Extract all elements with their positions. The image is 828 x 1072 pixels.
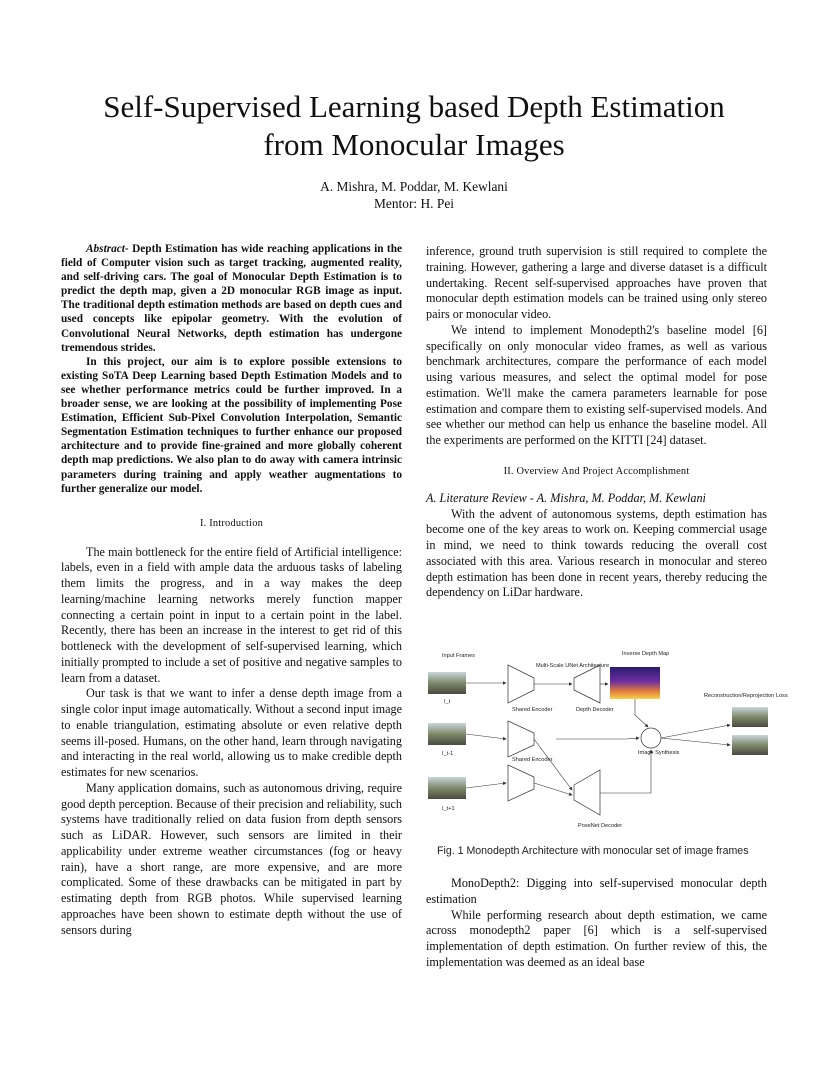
- abstract-paragraph-2: In this project, our aim is to explore possible extensions to existing SoTA Deep Learning based Depth Estimation Models and to see whether performance metrics could be further improved. In a broader sense, we are looking at the possibility of implementing Pose Estimation, Efficient Sub-Pixel Convolution Interpolation, Semantic Segmentation Estimation techniques to further enhance our proposed architecture and to provide fine-grained and more globally coherent depth map predictions. We also plan to do away with camera intrinsic parameters during training and apply weather augmentations to further generalize our model.: [61, 355, 402, 495]
- intro-paragraph-1: The main bottleneck for the entire field of Artificial intelligence: labels, even in a field with ample data the arduous tasks of labeling them limits the progress, and in a way makes the deep learning/machine learning networks merely function mapper connecting a certain point in input to a certain point in the label. Recently, there has been an increase in the interest to get rid of this bottleneck with the development of self-supervised learning, which initially prompted to include a set of positive and negative samples to learn from a dataset.: [61, 544, 402, 685]
- monodepth2-title: MonoDepth2: Digging into self-supervised monocular depth estimation: [426, 876, 767, 906]
- right-column-bottom: [426, 876, 767, 971]
- figure-caption: Fig. 1 Monodepth Architecture with monocular set of image frames: [437, 845, 749, 857]
- intro-paragraph-3: Many application domains, such as autonomous driving, require good depth perception. Because of their precision and reliability, such systems have traditionally relied on data fusion from depth sensors such as LiDAR. However, such sensors are limited in their applicability under extreme weather circumstances (fog or heavy rain), have a short range, are more expensive, and are more complicated. Some of these drawbacks can be mitigated in part by estimating depth from RGB photos. While supervised learning approaches have been shown to estimate depth without the use of sensors during: [61, 780, 402, 937]
- title-line-2: from Monocular Images: [263, 127, 565, 162]
- inverse-depth-map-image: [610, 667, 660, 699]
- label-inverse-depth-map: Inverse Depth Map: [622, 651, 670, 657]
- abstract-label: Abstract-: [86, 243, 129, 255]
- shared-encoder-bottom: [508, 765, 534, 801]
- subsection-literature-review: A. Literature Review - A. Mishra, M. Poddar, M. Kewlani: [426, 490, 706, 505]
- label-shared-encoder-1: Shared Encoder: [512, 707, 553, 713]
- image-synthesis-node: [641, 728, 661, 748]
- author-block: [0, 178, 828, 212]
- input-frame-t-minus-1: [428, 723, 466, 745]
- intro-paragraph-2: Our task is that we want to infer a dense depth image from a single color input image automatically. Without a second input image to enable triangulation, estimating absolute or even relative depth seems ill-posed. Humans, on the other hand, learn through navigating and interacting in the real world, allowing us to make credible depth estimates for new scenarios.: [61, 686, 402, 780]
- label-depth-decoder: Depth Decoder: [576, 707, 614, 713]
- shared-encoder-middle: [508, 721, 534, 757]
- section-heading-introduction: I. Introduction: [199, 517, 264, 529]
- posenet-decoder: [574, 770, 600, 815]
- input-frame-t-plus-1: [428, 777, 466, 799]
- reconstructed-frame-1: [732, 707, 768, 727]
- label-image-synthesis: Image Synthesis: [638, 750, 680, 756]
- label-multiscale-unet: Multi-Scale UNet Architecture: [536, 663, 610, 669]
- label-input-frames: Input Frames: [442, 653, 475, 659]
- left-column: [61, 242, 402, 938]
- mentor: Mentor: H. Pei: [374, 196, 454, 211]
- right-column: [426, 244, 767, 601]
- authors: A. Mishra, M. Poddar, M. Kewlani: [320, 179, 508, 194]
- label-posenet-decoder: PoseNet Decoder: [578, 823, 623, 829]
- abstract-text-1: Depth Estimation has wide reaching applications in the field of Computer vision such as target tracking, augmented reality, and self-driving cars. The goal of Monocular Depth Estimation is to predict the depth map, given a 2D monocular RGB image as input. The traditional depth estimation methods are based on depth cues and used concepts like epipolar geometry. With the evolution of Convolutional Neural Networks, depth estimation has undergone tremendous strides.: [61, 243, 402, 354]
- paper-title: [0, 88, 828, 164]
- intro-paragraph-5: We intend to implement Monodepth2's baseline model [6] specifically on only monocular video frames, as well as various benchmark architectures, compare the performance of each model using various measures, and select the optimal model for pose estimation. We'll make the camera parameters learnable for pose estimation and compare them to existing self-supervised models. And see whether our method can help us enhance the baseline model. All the experiments are performed on the KITTI [24] dataset.: [426, 322, 767, 447]
- input-frame-t: [428, 672, 466, 694]
- label-shared-encoder-2: Shared Encoder: [512, 757, 553, 763]
- label-frame-t: I_t: [444, 699, 451, 705]
- reconstructed-frame-2: [732, 735, 768, 755]
- label-reconstruction-loss: Reconstruction/Reprojection Loss: [704, 693, 788, 699]
- label-frame-t-plus-1: I_t+1: [442, 806, 455, 812]
- monodepth2-paragraph: While performing research about depth estimation, we came across monodepth2 paper [6] which is a self-supervised implementation of depth estimation. On further review of this, the implementation was deemed as an ideal base: [426, 907, 767, 969]
- label-frame-t-minus-1: I_t-1: [442, 751, 454, 757]
- literature-paragraph-1: With the advent of autonomous systems, depth estimation has become one of the key areas to work on. Keeping commercial usage in mind, we need to think towards reducing the overall cost associated with this area. Various research in monocular and stereo depth estimation has been done in recent years, thereby reducing the dependency on LiDar hardware.: [426, 506, 767, 600]
- section-heading-overview: II. Overview And Project Accomplishment: [503, 465, 690, 477]
- intro-paragraph-4: inference, ground truth supervision is still required to complete the training. However, gathering a large and diverse dataset is a difficult undertaking. Recent self-supervised approaches have proven that monocular depth estimation models can be trained using only stereo pairs or monocular video.: [426, 244, 767, 321]
- depth-decoder: [574, 665, 600, 703]
- figure-connections: [466, 683, 730, 795]
- shared-encoder-top: [508, 665, 534, 703]
- monodepth-architecture-figure: [426, 645, 788, 845]
- abstract-paragraph-1: [61, 242, 402, 355]
- title-line-1: Self-Supervised Learning based Depth Estimation: [103, 89, 725, 124]
